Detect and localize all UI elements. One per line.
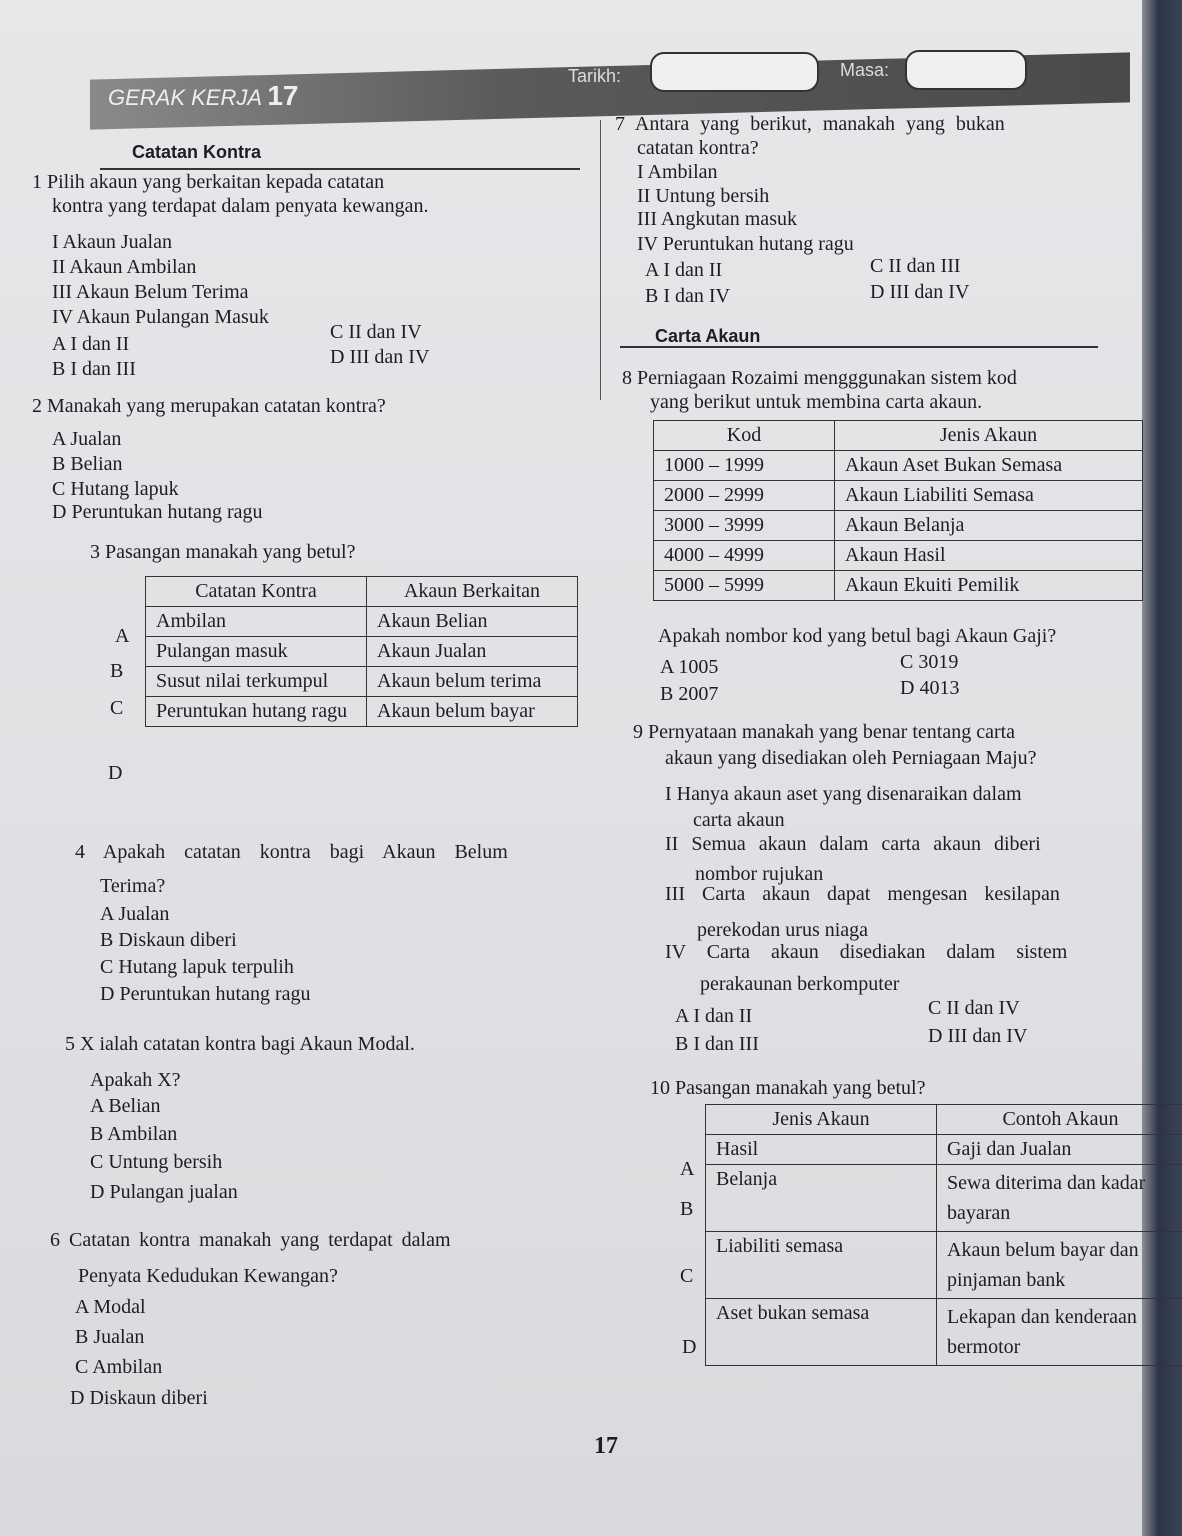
q5-option-c[interactable]: C Untung bersih [90,1151,223,1173]
q5-option-a[interactable]: A Belian [90,1095,161,1117]
q6-option-b[interactable]: B Jualan [75,1326,145,1348]
q10-stem: 10 Pasangan manakah yang betul? [650,1077,926,1099]
table-cell: 3000 – 3999 [654,511,835,541]
q3-table [145,576,578,727]
q8-table [653,420,1143,601]
table-cell: Pulangan masuk [146,637,367,667]
q9-option-d[interactable]: D III dan IV [928,1025,1028,1047]
q9-option-b[interactable]: B I dan III [675,1033,759,1055]
table-cell: 1000 – 1999 [654,451,835,481]
q9-stem: akaun yang disediakan oleh Perniagaan Maju? [665,747,1037,769]
table-cell: Lekapan dan kenderaan bermotor [937,1299,1182,1366]
table-cell: Susut nilai terkumpul [146,667,367,697]
q2-option-a[interactable]: A Jualan [52,428,122,450]
q9-stem: 9 Pernyataan manakah yang benar tentang carta [633,721,1016,743]
q10-label-b[interactable]: B [680,1198,694,1220]
q1-stem: 1 Pilih akaun yang berkaitan kepada catatan [32,171,385,193]
table-cell: Akaun Belanja [835,511,1143,541]
table-cell: Hasil [706,1135,937,1165]
q4-option-d[interactable]: D Peruntukan hutang ragu [100,983,311,1005]
q10-header: Jenis Akaun [706,1105,937,1135]
q10-table [705,1104,1182,1366]
table-cell: Aset bukan semasa [706,1299,937,1366]
q9-option-a[interactable]: A I dan II [675,1005,753,1027]
q10-label-a[interactable]: A [680,1158,695,1180]
section-rule [620,346,1098,348]
table-row [146,607,578,637]
table-cell: Ambilan [146,607,367,637]
q8-option-c[interactable]: C 3019 [900,651,959,673]
q8-option-d[interactable]: D 4013 [900,677,960,699]
table-cell: 4000 – 4999 [654,541,835,571]
table-row [654,511,1143,541]
q8-option-a[interactable]: A 1005 [660,656,719,678]
q3-stem: 3 Pasangan manakah yang betul? [90,541,356,563]
q1-option-d[interactable]: D III dan IV [330,346,430,368]
table-cell: Liabiliti semasa [706,1232,937,1299]
q7-item: IV Peruntukan hutang ragu [637,233,854,255]
q7-stem: catatan kontra? [637,137,759,159]
table-cell: Akaun Jualan [367,637,578,667]
q10-label-d[interactable]: D [682,1336,697,1358]
table-row [654,571,1143,601]
table-cell: Sewa diterima dan kadar bayaran [937,1165,1182,1232]
q7-stem: 7 Antara yang berikut, manakah yang bukan [615,113,1005,135]
table-cell: Peruntukan hutang ragu [146,697,367,727]
q7-option-b[interactable]: B I dan IV [645,285,730,307]
q5-stem: 5 X ialah catatan kontra bagi Akaun Modal. [65,1033,415,1055]
time-field[interactable] [905,50,1027,90]
q4-option-a[interactable]: A Jualan [100,903,170,925]
q10-label-c[interactable]: C [680,1265,694,1287]
table-cell: Akaun Aset Bukan Semasa [835,451,1143,481]
q9-item: perekodan urus niaga [697,919,869,941]
worksheet-title [108,80,299,112]
q3-header: Akaun Berkaitan [367,577,578,607]
q1-item: IV Akaun Pulangan Masuk [52,306,269,328]
title-number: 17 [267,80,299,111]
q6-option-c[interactable]: C Ambilan [75,1356,163,1378]
q3-header: Catatan Kontra [146,577,367,607]
q1-item: III Akaun Belum Terima [52,281,249,303]
q2-option-c[interactable]: C Hutang lapuk [52,478,179,500]
date-label: Tarikh: [568,66,622,86]
q8-stem: 8 Perniagaan Rozaimi mengggunakan sistem kod [622,367,1017,389]
q1-stem: kontra yang terdapat dalam penyata kewangan. [52,195,429,217]
q10-header: Contoh Akaun [937,1105,1182,1135]
q1-item: II Akaun Ambilan [52,256,197,278]
q3-label-d[interactable]: D [108,762,123,784]
table-row [654,451,1143,481]
q9-item: II Semua akaun dalam carta akaun diberi [665,833,1041,855]
q7-item: III Angkutan masuk [637,208,797,230]
q7-option-d[interactable]: D III dan IV [870,281,970,303]
q4-option-c[interactable]: C Hutang lapuk terpulih [100,956,294,978]
table-row [146,697,578,727]
table-cell: 5000 – 5999 [654,571,835,601]
q7-item: II Untung bersih [637,185,770,207]
table-cell: Akaun belum bayar dan pinjaman bank [937,1232,1182,1299]
q9-item: perakaunan berkomputer [700,973,900,995]
q9-option-c[interactable]: C II dan IV [928,997,1020,1019]
table-cell: Akaun Hasil [835,541,1143,571]
table-cell: Gaji dan Jualan [937,1135,1182,1165]
q5-stem: Apakah X? [90,1069,181,1091]
table-row [706,1299,1182,1366]
table-row [146,637,578,667]
q9-item: nombor rujukan [695,863,824,885]
section-catatan-kontra: Catatan Kontra [132,142,262,162]
table-row [706,1232,1182,1299]
table-cell: Akaun belum bayar [367,697,578,727]
q1-option-a[interactable]: A I dan II [52,333,130,355]
page-number: 17 [594,1433,618,1459]
q2-option-d[interactable]: D Peruntukan hutang ragu [52,501,263,523]
q1-item: I Akaun Jualan [52,231,172,253]
q4-stem: Terima? [100,875,166,897]
q5-option-b[interactable]: B Ambilan [90,1123,178,1145]
q9-item: carta akaun [693,809,785,831]
q5-option-d[interactable]: D Pulangan jualan [90,1181,238,1203]
table-cell: 2000 – 2999 [654,481,835,511]
q4-option-b[interactable]: B Diskaun diberi [100,929,237,951]
table-row [706,1135,1182,1165]
time-label: Masa: [840,60,890,80]
table-row [706,1165,1182,1232]
q9-item: I Hanya akaun aset yang disenaraikan dalam [665,783,1022,805]
table-row [146,667,578,697]
q1-option-b[interactable]: B I dan III [52,358,136,380]
date-field[interactable] [650,52,819,92]
table-cell: Akaun Liabiliti Semasa [835,481,1143,511]
q3-label-b[interactable]: B [110,660,124,682]
q8-stem: yang berikut untuk membina carta akaun. [650,391,983,413]
q2-option-b[interactable]: B Belian [52,453,123,475]
table-row [654,541,1143,571]
q8-option-b[interactable]: B 2007 [660,683,719,705]
section-carta-akaun: Carta Akaun [655,326,761,346]
q6-option-d[interactable]: D Diskaun diberi [70,1387,208,1409]
q7-option-a[interactable]: A I dan II [645,259,723,281]
table-row [654,481,1143,511]
table-cell: Akaun Belian [367,607,578,637]
table-cell: Akaun belum terima [367,667,578,697]
q9-item: IV Carta akaun disediakan dalam sistem [665,941,1068,963]
table-cell: Akaun Ekuiti Pemilik [835,571,1143,601]
q3-label-a[interactable]: A [115,625,130,647]
title-text: GERAK KERJA [108,85,262,110]
q6-stem: 6 Catatan kontra manakah yang terdapat dalam [50,1229,451,1251]
column-divider [600,120,601,400]
q7-option-c[interactable]: C II dan III [870,255,961,277]
q3-label-c[interactable]: C [110,697,124,719]
q7-item: I Ambilan [637,161,718,183]
q8-question: Apakah nombor kod yang betul bagi Akaun Gaji? [658,625,1057,647]
q2-stem: 2 Manakah yang merupakan catatan kontra? [32,395,386,417]
q1-option-c[interactable]: C II dan IV [330,321,422,343]
q6-stem: Penyata Kedudukan Kewangan? [78,1265,338,1287]
table-cell: Belanja [706,1165,937,1232]
q6-option-a[interactable]: A Modal [75,1296,146,1318]
q9-item: III Carta akaun dapat mengesan kesilapan [665,883,1060,905]
q4-stem: 4 Apakah catatan kontra bagi Akaun Belum [75,841,508,863]
q8-header: Kod [654,421,835,451]
q8-header: Jenis Akaun [835,421,1143,451]
